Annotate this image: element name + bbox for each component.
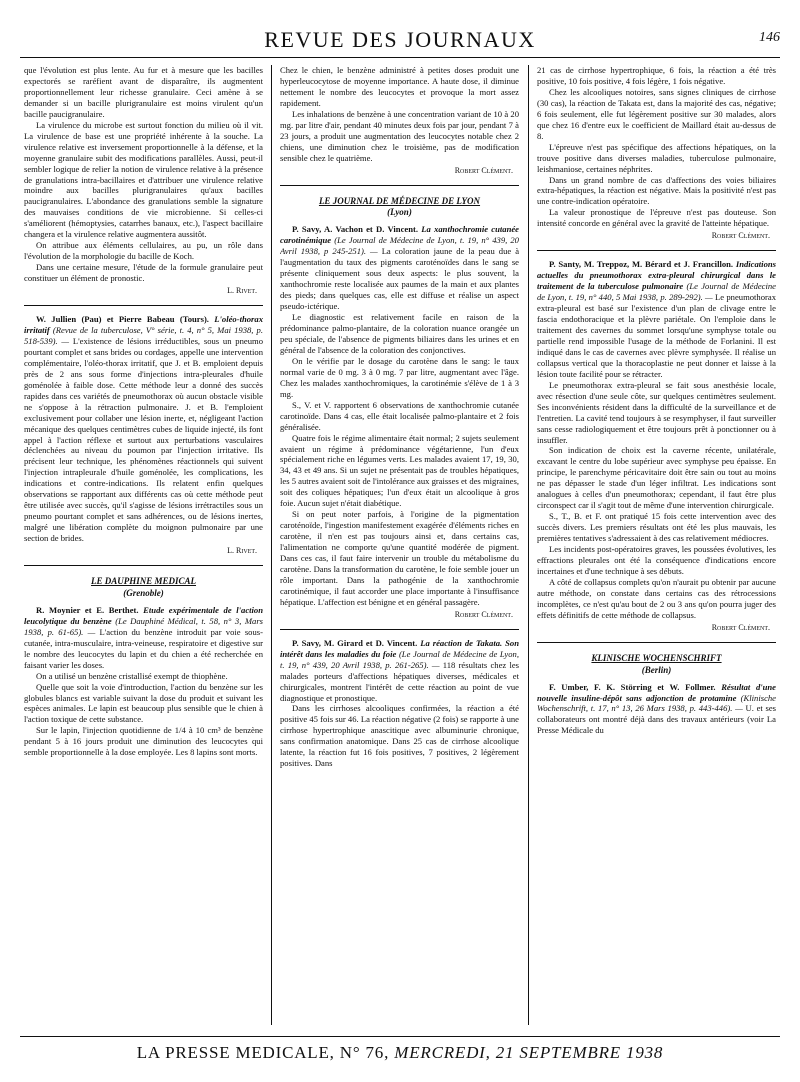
article-title: La xanthochromie cutanée carotinémique <box>280 224 519 246</box>
article-reference: (Le Journal de Médecine de Lyon, t. 19, n° 439, 20 Avril 1938, p. 261-265). — <box>280 648 519 670</box>
header-rule <box>20 57 780 58</box>
article-entry <box>537 682 776 737</box>
journal-city: (Lyon) <box>387 207 412 218</box>
article-columns <box>24 65 776 1030</box>
journal-heading: LE JOURNAL DE MÉDECINE DE LYON <box>318 195 481 206</box>
paragraph: La valeur pronostique de l'épreuve n'est pas douteuse. Son intensité concorde en général avec la gravité de l'atteinte hépatique. <box>537 207 776 229</box>
footer-date: MERCREDI, 21 SEPTEMBRE 1938 <box>394 1043 664 1062</box>
signature: Robert Clément. <box>711 622 770 632</box>
article-body: Le pneumothorax extra-pleural est basé sur l'existence d'un plan de clivage entre le fascia endothoracique et la plèvre pariétale. On l'emploie dans le traitement des cavernes du sommet lorsqu'une symphyse totale ou partielle rend impossible l'usage de la méthode de Forlanini. Il est indiqué dans le cas de cavernes avec plèvre symphysée. Il réalise un collapsus vertical que la thoracoplastie ne peut donner et laisse à la lésion toute facilité pour se rétracter. <box>537 292 776 379</box>
paragraph: 21 cas de cirrhose hypertrophique, 6 fois, la réaction a été très positive, 10 fois positive, 4 fois légère, 1 fois négative. <box>537 65 776 86</box>
article-entry <box>24 314 263 544</box>
page-footer <box>0 1043 800 1063</box>
article-entry <box>24 605 263 671</box>
footer-rule <box>20 1036 780 1037</box>
paragraph: Dans les cirrhoses alcooliques confirmées, la réaction a été positive 45 fois sur 46. La réaction négative (2 fois) se rapporte à une cirrhose hypertrophique anascitique avec albuminurie chronique, sans confirmation anatomique. Dans 25 cas de cirrhose alcoolique latente, la réaction fut 16 fois positives, 7 positives, 2 légèrement positives. Dans <box>280 703 519 769</box>
article-title: Résultat d'une nouvelle insuline-dépôt sans adjonction de protamine <box>537 681 776 703</box>
page-number: 146 <box>759 30 780 45</box>
article-body: L'existence de lésions irréductibles, sous un pneumo pourtant complet et sans brides ou cordages, appelle une intervention complémentaire, l'oléo-thorax irritatif, que J. et B. emploient depuis près de 2 ans sous forme d'injections intra-pleurales d'huile goménolée à faible dose. Cette méthode leur a donné des succès rapides dans ces variétés de pneumothorax où aucun obstacle visible ne s'oppose à la rétraction pulmonaire. J. et B. l'emploient exclusivement pour collaber une lésion inerte, et, négligeant l'action mécanique des quelques centimètres cubes de liquide injecté, ils font appel à l'action réflexe et surtout aux perturbations vasculaires déclenchées au niveau du poumon par l'injection irritative. Ils précisent leur technique, les phénomènes réactionnels qui suivent l'injection intrapleurale d'huile goménolée, les complications, les indications et contre-indications. Ils relatent enfin quelques observations se rapportant aux différents cas où cette méthode peut être utilisée avec succès, qu'il s'agisse de lésions irrétractiles sous un pneumo pourtant complet et sans adhérences, ou de lésions inertes, malgré une libération complète du moignon pulmonaire par une section de brides. <box>24 335 263 544</box>
footer-issue: N° 76, <box>339 1043 390 1062</box>
paragraph: Son indication de choix est la caverne récente, unilatérale, excavant le centre du lobe supérieur avec symphyse peu épaisse. En principe, le parenchyme péricavitaire doit être sain ou tout au moins ne pas dépasser le stade d'un léger infiltrat. Les indications sont analogues à celles d'un pneumothorax; cependant, il faut être plus circonspect car il s'agit tout de même d'une intervention chirurgicale. <box>537 445 776 511</box>
separator <box>24 565 263 566</box>
paragraph: Chez le chien, le benzène administré à petites doses produit une hyperleucocytose de moyenne importance. A haute dose, il diminue nettement le nombre des leucocytes et provoque la mort assez rapidement. <box>280 65 519 108</box>
paragraph: L'épreuve n'est pas spécifique des affections hépatiques, on la trouve positive dans diverses maladies, tuberculose pulmonaire, leishmaniose, certaines néphrites. <box>537 141 776 174</box>
article-authors: P. Santy, M. Treppoz, M. Bérard et J. Francillon. <box>549 259 734 270</box>
signature: Robert Clément. <box>454 165 513 175</box>
paragraph: Le diagnostic est relativement facile en raison de la prédominance palmo-plantaire, de la coloration nuance orangée un peu spéciale, de l'absence de pigments biliaires dans les urines et en général de l'absence de la coloration des conjonctives. <box>280 312 519 355</box>
paragraph: Si on peut noter parfois, à l'origine de la pigmentation caroténoïde, l'ingestion manifestement exagérée d'éléments riches en carotène, il n'en est pas toujours ainsi et, dans certains cas, l'alimentation ne comporte qu'une quantité modérée de pigment. Dans ces cas, il faut faire intervenir un trouble du métabolisme du carotène. Dans la transformation du carotène, le foie semble jouer un rôle important. Dans la pathogénie de la xanthochromie carotinémique, il faut accorder une place importante à l'insuffisance hépatique. L'affection est bénigne et en général passagère. <box>280 509 519 607</box>
footer-publication: LA PRESSE MEDICALE, <box>136 1043 335 1062</box>
article-authors: R. Moynier et E. Berthet. <box>36 604 139 615</box>
paragraph: Chez les alcooliques notoires, sans signes cliniques de cirrhose (30 cas), la réaction de Takata est, dans la majorité des cas, négative; 6 fois seulement, elle fut légèrement positive sur 30 malades, alors que chez 16 d'entre eux le coefficient de Maillard était au-dessus de 8. <box>537 86 776 141</box>
article-title: L'oléo-thorax irritatif <box>24 314 263 335</box>
paragraph: On le vérifie par le dosage du carotène dans le sang: le taux normal varie de 0 mg. 3 à 0 mg. 7 par litre, augmentant avec l'âge. Chez les malades xanthochromiques, la carotinémie s'élève de 1 à 3 mg. <box>280 355 519 399</box>
article-body: L'action du benzène introduit par voie sous-cutanée, intra-musculaire, intra-veineuse, respiratoire et digestive sur le nombre des leucocytes du lapin et du chien a été recherchée en faisant varier les doses. <box>24 626 263 670</box>
signature: Robert Clément. <box>711 231 770 241</box>
article-body: 118 résultats chez les malades porteurs d'affections hépatiques diverses, médicales et chirurgicales, montrent l'intérêt de cette réaction au point de vue diagnostique et pronostique. <box>280 659 519 703</box>
article-entry <box>280 638 519 704</box>
paragraph: Les inhalations de benzène à une concentration variant de 10 à 20 mg. par litre d'air, pendant 40 minutes deux fois par jour, pendant 7 à 23 jours, a produit une augmentation des leucocytes notable chez 2 chiens, une diminution chez le troisième, pas de modification sensible chez le quatrième. <box>280 108 519 163</box>
journal-section-title: REVUE DES JOURNAUX <box>264 27 536 52</box>
paragraph: S., V. et V. rapportent 6 observations de xanthochromie cutanée carotinoïde. Dans 4 cas, elle était localisée palmo-plantaire et 2 fois généralisée. <box>280 399 519 432</box>
paragraph: A côté de collapsus complets qu'on n'aurait pu obtenir par aucune autre méthode, on constate dans certains cas des rétrocessions incomplètes, ce n'est qu'au bout de 2 ou 3 ans qu'on pourra juger des effets définitifs de cette méthode de collapsus. <box>537 576 776 620</box>
paragraph: La virulence du microbe est surtout fonction du milieu où il vit. La virulence de base est une propriété inhérente à la souche. La virulence relative est inversement proportionnelle à la défense, et la moyenne granulaire subit des modifications parallèles. Aussi, peut-il sembler logique de relier la notion de virulence relative à la présence de granulations intra-bacillaires et d'attribuer une virulence relative moindre aux bacilles plurigranulaires qu'aux bacilles paucigranulaires. L'abondance des granulations semble la signature des mauvaises conditions de vie microbienne. Si celles-ci s'améliorent (hémoptysies, catarrhes banaux, etc.), l'aspect bacillaire changera et la virulence relative augmentera aussitôt. <box>24 119 263 240</box>
article-body: U. et ses collaborateurs ont montré déjà dans des travaux antérieurs (voir La Presse Médicale du <box>537 703 776 736</box>
article-body: La coloration jaune de la peau due à l'augmentation du taux des pigments caroténoïdes dans le sang se présente cliniquement sous deux aspects: le plus souvent, la xanthochromie reste localisée aux paumes de la main et aux plantes des pieds; dans quelques cas, elle est diffuse et réalise un aspect pseudo-ictérique. <box>280 246 519 312</box>
article-authors: F. Umber, F. K. Störring et W. Follmer. <box>549 681 716 692</box>
article-reference: (Revue de la tuberculose, V° série, t. 4, n° 5, Mai 1938, p. 518-539). — <box>24 324 263 346</box>
separator <box>537 642 776 643</box>
separator <box>537 250 776 251</box>
journal-heading: KLINISCHE WOCHENSCHRIFT <box>591 652 722 663</box>
article-authors: P. Savy, M. Girard et D. Vincent. <box>292 637 418 648</box>
article-title: Indications actuelles du pneumothorax extra-pleural chirurgical dans le traitement de la tuberculose pulmonaire <box>537 259 776 292</box>
column-3 <box>537 65 776 1030</box>
column-1 <box>24 65 263 1030</box>
article-reference: (Klinische Wochenschrift, t. 17, n° 13, 26 Mars 1938, p. 443-446). — <box>537 692 776 714</box>
paragraph: Sur le lapin, l'injection quotidienne de 1/4 à 10 cm³ de benzène pendant 5 à 16 jours produit une diminution des leucocytes qui semble proportionnelle à la dose employée. Les 8 lapins sont morts. <box>24 725 263 758</box>
paragraph: Quelle que soit la voie d'introduction, l'action du benzène sur les globules blancs est variable suivant la dose du produit et suivant les espèces animales. Le lapin est beaucoup plus sensible que le chien à l'action toxique de cette substance. <box>24 681 263 725</box>
paragraph: Quatre fois le régime alimentaire était normal; 2 sujets seulement avaient un régime à prédominance végétarienne, l'un d'eux spécialement riche en légumes verts. Les malades avaient 17, 19, 30, 34, 43 et 49 ans. Si un sujet ne présentait pas de troubles hépatiques, les 5 autres avaient soit de l'intolérance aux graisses et des migraines, soit des coliques hépatiques; l'un d'eux était un alcoolique à gros foie. Aucun sujet n'était diabétique. <box>280 432 519 509</box>
article-title: La réaction de Takata. Son intérêt dans les maladies du foie <box>280 637 519 659</box>
paragraph: On attribue aux éléments cellulaires, au pu, un rôle dans l'évolution de la morphologie du bacille de Koch. <box>24 240 263 262</box>
article-reference: (Le Journal de Médecine de Lyon, t. 19, n° 439, 20 Avril 1938, p 245-251). — <box>280 235 519 257</box>
separator <box>24 305 263 306</box>
paragraph: Les incidents post-opératoires graves, les poussées évolutives, les effractions pleurales ont été la conséquence d'indications encore incertaines et d'une technique à ses débuts. <box>537 544 776 576</box>
paragraph: Dans un grand nombre de cas d'affections des voies biliaires extra-hépatiques, la réaction est négative. Mais la positivité n'est pas une contre-indication opératoire. <box>537 174 776 207</box>
signature: Robert Clément. <box>454 609 513 619</box>
article-entry <box>537 259 776 379</box>
article-title: Etude expérimentale de l'action leucolytique du benzène <box>24 604 263 626</box>
journal-city: (Grenoble) <box>123 587 164 598</box>
article-authors: P. Savy, A. Vachon et D. Vincent. <box>292 224 418 235</box>
signature: L. Rivet. <box>227 286 257 296</box>
paragraph: Le pneumothorax extra-pleural se fait sous anesthésie locale, avec résection d'une seule côte, sur quelques centimètres seulement. Ses inconvénients résident dans la difficulté de la surveillance et de l'entretien. La cavité tend toujours à se resymphyser, il faut surveiller sans cesse radiologiquement et être toujours prêt à ponctionner ou à insuffler. <box>537 379 776 445</box>
column-2 <box>280 65 519 1030</box>
article-authors: W. Jullien (Pau) et Pierre Babeau (Tours). <box>36 314 209 325</box>
separator <box>280 185 519 186</box>
signature: L. Rivet. <box>227 546 257 556</box>
paragraph: On a utilisé un benzène cristallisé exempt de thiophène. <box>36 670 228 681</box>
journal-heading: LE DAUPHINE MEDICAL <box>90 575 197 586</box>
paragraph: que l'évolution est plus lente. Au fur et à mesure que les bacilles expectorés se raréfient avant de disparaître, ils augmentent proportionnellement leur richesse granulaire. Ceci amène à se demander si un bacille plurigranulaire est moins virulent qu'un bacille paucigranulaire. <box>24 65 263 119</box>
article-reference: (Le Journal de Médecine de Lyon, t. 19, n° 440, 5 Mai 1938, p. 289-292). — <box>537 281 776 303</box>
paragraph: S., T., B. et F. ont pratiqué 15 fois cette intervention avec des succès divers. Les premiers résultats ont été les plus mauvais, les premières tentatives s'adressaient à des cas relativement médiocres. <box>537 511 776 544</box>
article-reference: (Le Dauphiné Médical, t. 58, n° 3, Mars 1938, p. 61-65). — <box>24 615 263 637</box>
page-header <box>20 26 780 54</box>
separator <box>280 629 519 630</box>
paragraph: Dans une certaine mesure, l'étude de la formule granulaire peut constituer un élément de pronostic. <box>24 262 263 284</box>
article-entry <box>280 224 519 312</box>
journal-city: (Berlin) <box>641 664 672 675</box>
